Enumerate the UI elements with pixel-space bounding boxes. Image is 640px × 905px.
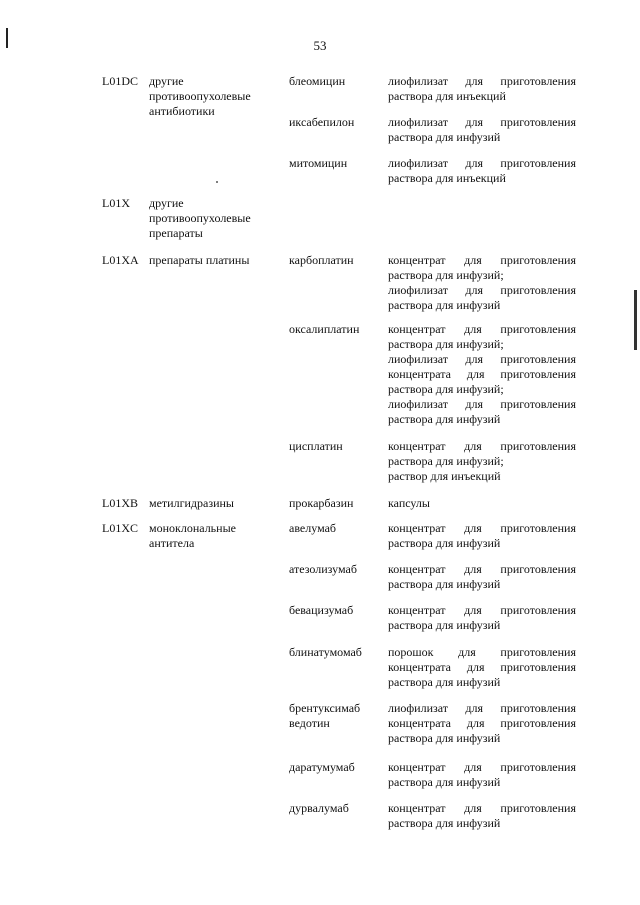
dosage-form-line: раствора для инфузий; [388, 337, 504, 351]
dosage-form-line: раствора для инфузий; [388, 268, 504, 282]
dosage-form [388, 701, 576, 746]
dosage-form-line: раствора для инфузий; [388, 454, 504, 468]
dosage-form-line: концентрата для приготовления [388, 716, 576, 730]
dosage-form-line: концентрата для приготовления [388, 367, 576, 381]
dosage-form-line: раствора для инфузий [388, 816, 501, 830]
drug-name: авелумаб [289, 521, 337, 535]
scan-dot [216, 181, 218, 183]
dosage-form-line: раствора для инфузий [388, 731, 501, 745]
drug-name: атезолизумаб [289, 562, 357, 576]
drug-name: митомицин [289, 156, 348, 170]
dosage-form [388, 156, 576, 186]
dosage-form-line: лиофилизат для приготовления [388, 701, 576, 715]
dosage-form [388, 562, 576, 592]
dosage-form [388, 253, 576, 313]
dosage-form [388, 322, 576, 427]
dosage-form-line: концентрат для приготовления [388, 253, 576, 267]
drug-name: цисплатин [289, 439, 343, 453]
dosage-form [388, 603, 576, 633]
drug-name: блинатумомаб [289, 645, 362, 659]
drug-name: оксалиплатин [289, 322, 360, 336]
atc-group-name: моноклональные антитела [149, 521, 236, 550]
dosage-form-line: концентрат для приготовления [388, 801, 576, 815]
dosage-form-line: концентрат для приготовления [388, 439, 576, 453]
atc-group-name: препараты платины [149, 253, 250, 267]
dosage-form [388, 115, 576, 145]
drug-name: блеомицин [289, 74, 346, 88]
dosage-form-line: концентрат для приготовления [388, 562, 576, 576]
dosage-form [388, 496, 576, 511]
dosage-form [388, 760, 576, 790]
dosage-form-line: раствора для инфузий [388, 675, 501, 689]
dosage-form-line: концентрат для приготовления [388, 322, 576, 336]
dosage-form-line: раствора для инфузий [388, 618, 501, 632]
dosage-form-line: раствора для инфузий [388, 130, 501, 144]
atc-code: L01DC [102, 74, 138, 88]
atc-group-name: другие противоопухолевые препараты [149, 196, 251, 240]
dosage-form-line: капсулы [388, 496, 430, 510]
dosage-form-line: лиофилизат для приготовления [388, 397, 576, 411]
dosage-form-line: лиофилизат для приготовления [388, 283, 576, 297]
dosage-form-line: раствора для инфузий [388, 536, 501, 550]
dosage-form [388, 439, 576, 484]
drug-name: иксабепилон [289, 115, 355, 129]
dosage-form-line: концентрат для приготовления [388, 760, 576, 774]
drug-name: дурвалумаб [289, 801, 349, 815]
drug-name: брентуксимаб ведотин [289, 701, 361, 730]
atc-group-name: другие противоопухолевые антибиотики [149, 74, 251, 118]
atc-code: L01XB [102, 496, 138, 510]
dosage-form [388, 74, 576, 104]
drug-name: даратумумаб [289, 760, 355, 774]
dosage-form-line: раствора для инъекций [388, 171, 506, 185]
atc-group-name: метилгидразины [149, 496, 234, 510]
dosage-form-line: лиофилизат для приготовления [388, 74, 576, 88]
dosage-form-line: раствора для инфузий [388, 412, 501, 426]
dosage-form [388, 645, 576, 690]
dosage-form-line: раствора для инфузий [388, 775, 501, 789]
drug-name: прокарбазин [289, 496, 354, 510]
dosage-form-line: раствора для инъекций [388, 89, 506, 103]
dosage-form-line: концентрата для приготовления [388, 660, 576, 674]
atc-code: L01XC [102, 521, 138, 535]
drug-name: карбоплатин [289, 253, 354, 267]
dosage-form-line: лиофилизат для приготовления [388, 352, 576, 366]
dosage-form-line: лиофилизат для приготовления [388, 115, 576, 129]
page-number: 53 [313, 38, 327, 53]
dosage-form-line: концентрат для приготовления [388, 521, 576, 535]
drug-name: бевацизумаб [289, 603, 354, 617]
atc-code: L01X [102, 196, 130, 210]
dosage-form-line: раствор для инъекций [388, 469, 501, 483]
dosage-form-line: раствора для инфузий [388, 298, 501, 312]
dosage-form [388, 801, 576, 831]
dosage-form-line: лиофилизат для приготовления [388, 156, 576, 170]
dosage-form-line: порошок для приготовления [388, 645, 576, 659]
dosage-form-line: концентрат для приготовления [388, 603, 576, 617]
dosage-form-line: раствора для инфузий; [388, 382, 504, 396]
dosage-form-line: раствора для инфузий [388, 577, 501, 591]
dosage-form [388, 521, 576, 551]
edge-scan-mark [634, 290, 637, 350]
atc-code: L01XA [102, 253, 139, 267]
